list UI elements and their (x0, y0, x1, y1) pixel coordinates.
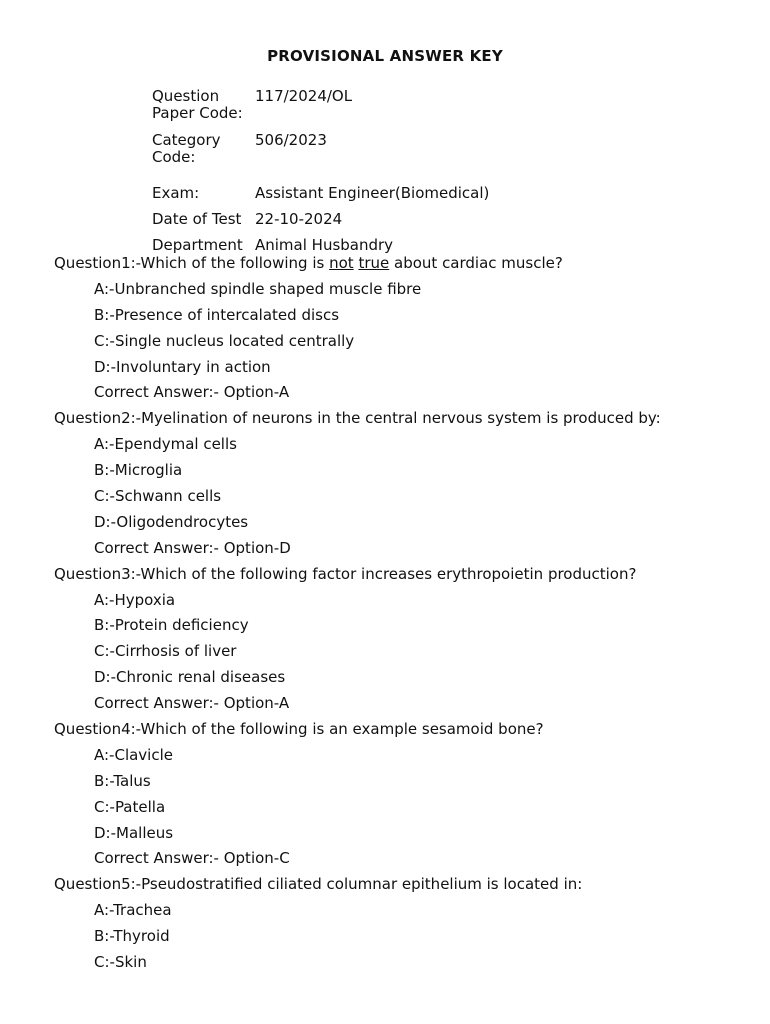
category-code-value: 506/2023 (255, 131, 327, 149)
question-3-option-a: A:-Hypoxia (94, 590, 176, 609)
question-1-underlined-not: not (329, 254, 354, 272)
question-3-option-d: D:-Chronic renal diseases (94, 668, 286, 687)
question-2-option-d: D:-Oligodendrocytes (94, 512, 249, 531)
question-1-option-b: B:-Presence of intercalated discs (94, 305, 340, 324)
question-1-text-suffix: about cardiac muscle? (389, 254, 563, 272)
question-3-option-b: B:-Protein deficiency (94, 616, 249, 635)
question-5-option-b: B:-Thyroid (94, 927, 170, 946)
question-2-option-a: A:-Ependymal cells (94, 435, 237, 454)
question-2-option-b: B:-Microglia (94, 461, 183, 480)
question-3-correct-answer: Correct Answer:- Option-A (94, 694, 290, 713)
date-label: Date of Test (152, 210, 242, 228)
question-1 (54, 253, 754, 279)
exam-details-table (152, 88, 489, 263)
question-4-option-c: C:-Patella (94, 797, 166, 816)
question-4-option-b: B:-Talus (94, 771, 151, 790)
question-2-option-c: C:-Schwann cells (94, 487, 222, 506)
question-4-option-d: D:-Malleus (94, 823, 174, 842)
question-3-option-c: C:-Cirrhosis of liver (94, 642, 237, 661)
exam-row (152, 176, 489, 211)
question-4-correct-answer: Correct Answer:- Option-C (94, 849, 290, 868)
category-code-label: Category Code: (152, 131, 221, 166)
question-4-option-a: A:-Clavicle (94, 745, 173, 764)
question-1-option-d: D:-Involuntary in action (94, 357, 271, 376)
question-4: Question4:-Which of the following is an example sesamoid bone? (54, 720, 544, 739)
question-1-option-a: A:-Unbranched spindle shaped muscle fibre (94, 279, 422, 298)
exam-value: Assistant Engineer(Biomedical) (255, 184, 490, 202)
question-5-option-c: C:-Skin (94, 953, 147, 972)
question-1-text-prefix: Question1:-Which of the following is (54, 254, 330, 272)
question-5: Question5:-Pseudostratified ciliated columnar epithelium is located in: (54, 875, 583, 894)
paper-code-row (152, 88, 489, 123)
question-1-underlined-true: true (358, 254, 390, 272)
paper-code-label: Question Paper Code: (152, 87, 243, 122)
department-label: Department (152, 236, 243, 254)
exam-label: Exam: (152, 184, 200, 202)
question-2: Question2:-Myelination of neurons in the central nervous system is produced by: (54, 409, 661, 428)
question-1-option-c: C:-Single nucleus located centrally (94, 331, 355, 350)
question-5-option-a: A:-Trachea (94, 901, 172, 920)
page-title: PROVISIONAL ANSWER KEY (267, 47, 503, 65)
question-1-correct-answer: Correct Answer:- Option-A (94, 383, 290, 402)
question-list (54, 253, 754, 978)
department-value: Animal Husbandry (255, 236, 394, 254)
category-code-row (152, 123, 489, 176)
question-3: Question3:-Which of the following factor increases erythropoietin production? (54, 564, 637, 583)
date-value: 22-10-2024 (255, 210, 343, 228)
date-row (152, 211, 489, 237)
question-2-correct-answer: Correct Answer:- Option-D (94, 538, 291, 557)
paper-code-value: 117/2024/OL (255, 87, 353, 105)
